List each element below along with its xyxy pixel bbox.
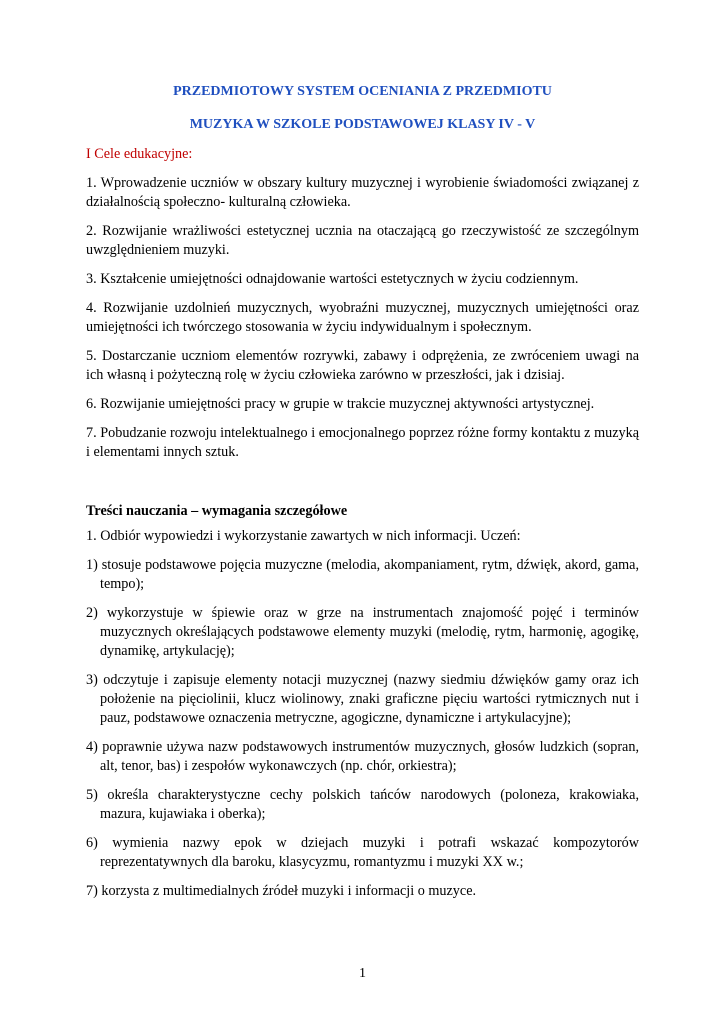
goal-item: 7. Pobudzanie rozwoju intelektualnego i emocjonalnego poprzez różne formy kontaktu z muzyką i elementami innych sztuk.: [86, 425, 639, 460]
document-title-line-1: PRZEDMIOTOWY SYSTEM OCENIANIA Z PRZEDMIOTU: [173, 84, 552, 99]
requirement-item: 4) poprawnie używa nazw podstawowych instrumentów muzycznych, głosów ludzkich (sopran, alt, tenor, bas) i zespołów wykonawczych (np. chór, orkiestra);: [86, 739, 639, 774]
goal-item: 3. Kształcenie umiejętności odnajdowanie wartości estetycznych w życiu codziennym.: [86, 271, 579, 287]
requirement-item: 6) wymienia nazwy epok w dziejach muzyki i potrafi wskazać kompozytorów reprezentatywnych dla baroku, klasycyzmu, romantyzmu i muzyki XX w.;: [86, 835, 639, 870]
goal-item: 6. Rozwijanie umiejętności pracy w grupie w trakcie muzycznej aktywności artystycznej.: [86, 396, 595, 412]
requirement-item: 3) odczytuje i zapisuje elementy notacji muzycznej (nazwy siedmiu dźwięków gamy oraz ich położenie na pięciolinii, klucz wiolinowy, znaki graficzne pięciu wartości rytmicznych nut i pauz, podstawowe oznaczenia metryczne, agogiczne, dynamiczne i artykulacyjne);: [86, 672, 639, 726]
goal-item: 4. Rozwijanie uzdolnień muzycznych, wyobraźni muzycznej, muzycznych umiejętności oraz umiejętności ich twórczego stosowania w życiu indywidualnym i społecznym.: [86, 300, 639, 335]
document-page: [86, 82, 639, 911]
goal-item: 5. Dostarczanie uczniom elementów rozrywki, zabawy i odprężenia, ze zwróceniem uwagi na ich własną i pożyteczną rolę w życiu człowieka zarówno w przeszłości, jak i dzisiaj.: [86, 348, 639, 383]
requirement-item: 7) korzysta z multimedialnych źródeł muzyki i informacji o muzyce.: [86, 883, 477, 899]
requirement-item: 2) wykorzystuje w śpiewie oraz w grze na instrumentach znajomość pojęć i terminów muzycznych określających podstawowe elementy muzyki (melodię, rytm, harmonię, agogikę, dynamikę, artykulację);: [86, 605, 639, 659]
goal-item: 2. Rozwijanie wrażliwości estetycznej ucznia na otaczającą go rzeczywistość ze szczególnym uwzględnieniem muzyki.: [86, 223, 639, 258]
goal-item: 1. Wprowadzenie uczniów w obszary kultury muzycznej i wyrobienie świadomości związanej z działalnością społeczno- kulturalną człowieka.: [86, 175, 639, 210]
goals-heading: I Cele edukacyjne:: [86, 146, 193, 162]
content-intro: 1. Odbiór wypowiedzi i wykorzystanie zawartych w nich informacji. Uczeń:: [86, 528, 521, 544]
page-number: 1: [359, 966, 366, 981]
content-heading: Treści nauczania – wymagania szczegółowe: [86, 503, 348, 519]
requirement-item: 5) określa charakterystyczne cechy polskich tańców narodowych (poloneza, krakowiaka, mazura, kujawiaka i oberka);: [86, 787, 639, 822]
requirement-item: 1) stosuje podstawowe pojęcia muzyczne (melodia, akompaniament, rytm, dźwięk, akord, gama, tempo);: [86, 557, 639, 592]
document-title-line-2: MUZYKA W SZKOLE PODSTAWOWEJ KLASY IV - V: [189, 117, 536, 132]
